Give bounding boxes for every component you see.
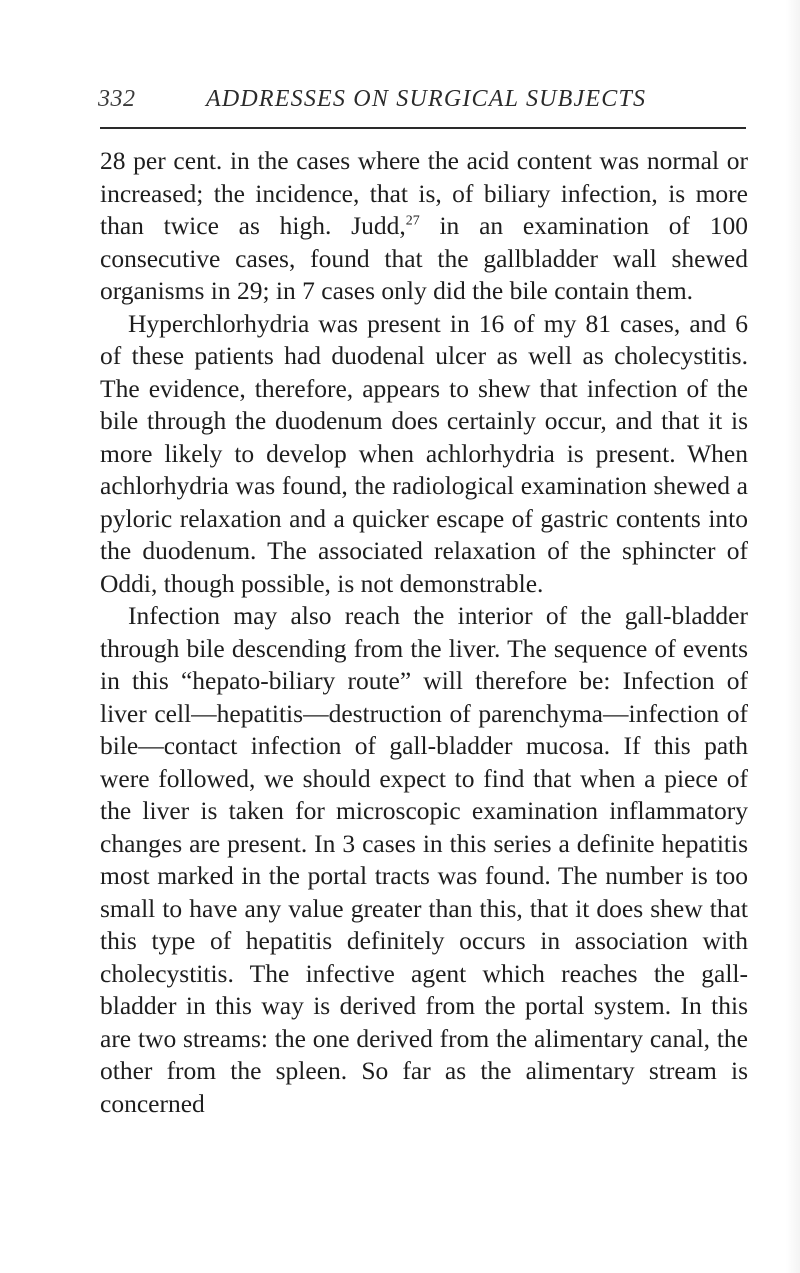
- paragraph-3: Infection may also reach the interior of the gall-bladder through bile descending from the liver. The sequence of events in this “hepato-biliary route” will therefore be: Infection of liver cell—hepatitis—destruction of parenchyma—infection of bile—contact infection of gall-bladder mucosa. If this path were followed, we should expect to find that when a piece of the liver is taken for microscopic examination inflammatory changes are present. In 3 cases in this series a definite hepatitis most marked in the portal tracts was found. The number is too small to have any value greater than this, that it does shew that this type of hepatitis definitely occurs in association with cholecystitis. The infective agent which reaches the gall-bladder in this way is derived from the portal system. In this are two streams: the one derived from the alimentary canal, the other from the spleen. So far as the alimentary stream is concerned: [100, 601, 748, 1118]
- body-text: [100, 145, 748, 1120]
- footnote-ref-27: 27: [405, 213, 420, 229]
- header-rule: [100, 127, 746, 129]
- paragraph-1-text-b: in an examination of 100 consecutive cases, found that the gallbladder wall shewed organisms in 29; in 7 cases only did the bile contain them.: [100, 211, 748, 305]
- paragraph-2: Hyperchlorhydria was present in 16 of my 81 cases, and 6 of these patients had duodenal ulcer as well as cholecystitis. The evidence, therefore, appears to shew that infection of the bile through the duodenum does certainly occur, and that it is more likely to develop when achlorhydria is present. When achlorhydria was found, the radiological examination shewed a pyloric relaxation and a quicker escape of gastric contents into the duodenum. The associated relaxation of the sphincter of Oddi, though possible, is not demonstrable.: [100, 308, 748, 598]
- page-number: 332: [98, 86, 136, 112]
- paragraph-1: [100, 145, 748, 308]
- page-edge-shadow: [786, 0, 800, 1273]
- running-head: ADDRESSES ON SURGICAL SUBJECTS: [206, 86, 647, 112]
- page-header: [98, 86, 748, 126]
- paragraph-1-text-a: 28 per cent. in the cases where the acid content was normal or increased; the incidence, that is, of biliary infection, is more than twice as high. Judd,: [100, 146, 748, 240]
